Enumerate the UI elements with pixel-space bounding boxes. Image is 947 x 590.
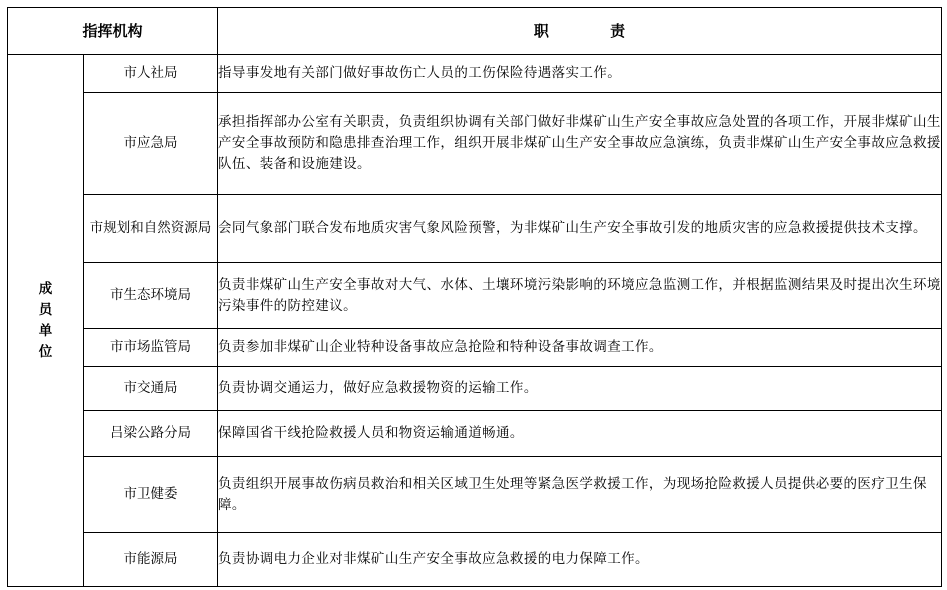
group-label: 成员单位 (38, 280, 53, 360)
table-row (8, 411, 942, 457)
table-row (8, 93, 942, 195)
org-cell: 市规划和自然资源局 (84, 195, 218, 263)
table-row (8, 329, 942, 367)
group-label-cell (8, 55, 84, 587)
org-cell: 市卫健委 (84, 457, 218, 533)
header-org: 指挥机构 (8, 8, 218, 55)
table-row (8, 55, 942, 93)
table-row (8, 195, 942, 263)
org-cell: 市应急局 (84, 93, 218, 195)
duty-cell: 负责组织开展事故伤病员救治和相关区域卫生处理等紧急医学救援工作，为现场抢险救援人员提供必要的医疗卫生保障。 (218, 457, 942, 533)
table-row (8, 533, 942, 587)
org-cell: 市市场监管局 (84, 329, 218, 367)
org-cell: 市交通局 (84, 367, 218, 411)
responsibility-table (7, 7, 942, 587)
duty-cell: 指导事发地有关部门做好事故伤亡人员的工伤保险待遇落实工作。 (218, 55, 942, 93)
org-cell: 吕梁公路分局 (84, 411, 218, 457)
org-cell: 市生态环境局 (84, 263, 218, 329)
duty-cell: 保障国省干线抢险救援人员和物资运输通道畅通。 (218, 411, 942, 457)
table-row (8, 457, 942, 533)
table-row (8, 367, 942, 411)
duty-cell: 负责协调电力企业对非煤矿山生产安全事故应急救援的电力保障工作。 (218, 533, 942, 587)
duty-cell: 承担指挥部办公室有关职责，负责组织协调有关部门做好非煤矿山生产安全事故应急处置的各项工作，开展非煤矿山生产安全事故预防和隐患排查治理工作，组织开展非煤矿山生产安全事故应急演练，负责非煤矿山生产安全事故应急救援队伍、装备和设施建设。 (218, 93, 942, 195)
org-cell: 市人社局 (84, 55, 218, 93)
header-duty-label: 职 责 (533, 21, 654, 40)
header-duty (218, 8, 942, 55)
duty-cell: 负责参加非煤矿山企业特种设备事故应急抢险和特种设备事故调查工作。 (218, 329, 942, 367)
duty-cell: 负责协调交通运力，做好应急救援物资的运输工作。 (218, 367, 942, 411)
table-row (8, 263, 942, 329)
header-row (8, 8, 942, 55)
duty-cell: 负责非煤矿山生产安全事故对大气、水体、土壤环境污染影响的环境应急监测工作，并根据监测结果及时提出次生环境污染事件的防控建议。 (218, 263, 942, 329)
org-cell: 市能源局 (84, 533, 218, 587)
duty-cell: 会同气象部门联合发布地质灾害气象风险预警，为非煤矿山生产安全事故引发的地质灾害的应急救援提供技术支撑。 (218, 195, 942, 263)
